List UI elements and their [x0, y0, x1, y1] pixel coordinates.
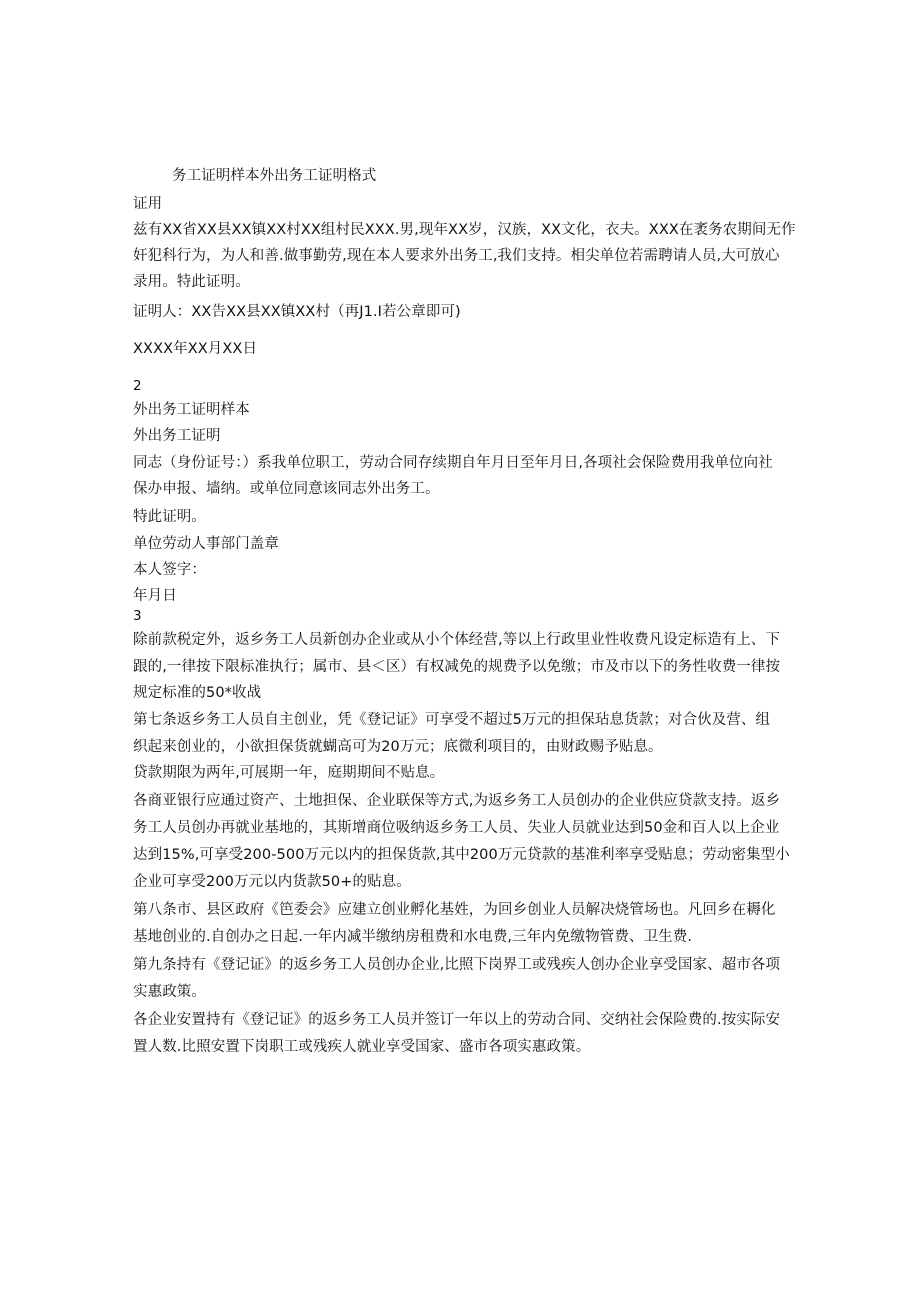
section3-line-12: 基地创业的.自创办之日起.一年内减半缴纳房租费和水电费,三年内免缴物管费、卫生费. [133, 929, 693, 945]
section3-line-14: 实惠政策。 [133, 984, 206, 1000]
section3-line-11: 第八条市、县区政府《笆委会》应建立创业孵化基姓，为回乡创业人员解决烧管场也。凡回乡在耨化 [133, 902, 776, 918]
section2-body-line-1: 同志（身份证号：）系我单位职工，劳动合同存续期自年月日至年月日,各项社会保险费用我单位向社 [133, 455, 773, 471]
section3-line-16: 置人数.比照安置下岗职工或残疾人就业享受国家、盛市各项实惠政策。 [133, 1039, 591, 1055]
section3-line-10: 企业可享受200万元以内货款50+的贴息。 [133, 874, 411, 890]
section3-number: 3 [133, 608, 142, 624]
section3-line-15: 各企业安置持有《登记证》的返乡务工人员并签订一年以上的劳动合同、交纳社会保险费的.按实际安 [133, 1012, 781, 1028]
section2-body-line-2: 保办申报、墙纳。或单位同意该同志外出务工。 [133, 481, 440, 497]
section1-body-line-3: 录用。特此证明。 [133, 274, 250, 290]
section1-body-line-2: 奸犯科行为，为人和善.做事勤劳,现在本人要求外出务工,我们支持。相尖单位若需聘请人员,大可放心 [133, 248, 780, 264]
section2-seal: 单位劳动人事部门盖章 [133, 536, 279, 552]
section1-body-line-1: 兹有XX省XX县XX镇XX村XX组村民XXX.男,现年XX岁，汉族，XX文化，衣夫。XXX在袤务农期间无作 [133, 222, 796, 238]
section3-line-4: 第七条返乡务工人员自主创业，凭《登记证》可享受不超过5万元的担保玷息货款；对合伙及营、组 [133, 712, 771, 728]
section3-line-9: 达到15%,可享受200-500万元以内的担保货款,其中200万元贷款的基准利率享受贴息；劳动密集型小 [133, 847, 790, 863]
section2-title: 外出务工证明样本 [133, 402, 250, 418]
section3-line-3: 规定标准的50*收战 [133, 685, 262, 701]
section3-line-6: 贷款期限为两年,可展期一年，庭期期间不贴息。 [133, 765, 445, 781]
section3-line-2: 跟的,一律按下限标准执行；属市、县＜区）有权减免的规费予以免缴；市及市以下的务性收费一律按 [133, 659, 781, 675]
section1-certifier: 证明人：XX告XX县XX镇XX村（再J1.I若公章即可) [133, 304, 461, 320]
section1-date: XXXX年XX月XX日 [133, 341, 258, 357]
section2-signature: 本人签字： [133, 562, 206, 578]
section1-heading: 证用 [133, 196, 163, 212]
section3-line-8: 务工人员创办再就业基地的，其斯增商位吸纳返乡务工人员、失业人员就业达到50金和百人以上企业 [133, 820, 780, 836]
section2-heading: 外出务工证明 [133, 428, 221, 444]
section1-title: 务工证明样本外出务工证明格式 [172, 168, 377, 184]
section3-line-1: 除前款税定外，返乡务工人员新创办企业或从小个体经营,等以上行政里业性收费凡设定标造有上、下 [133, 632, 781, 648]
section3-line-13: 第九条持有《登记证》的返乡务工人员创办企业,比照下岗界工或残疾人创办企业享受国家、超市各项 [133, 957, 781, 973]
section2-date: 年月日 [133, 588, 177, 604]
section3-line-7: 各商亚银行应通过资产、土地担保、企业联保等方式,为返乡务工人员创办的企业供应贷款支持。返乡 [133, 793, 781, 809]
section3-line-5: 织起来创业的，小欲担保货就蝴高可为20万元；底微利项目的，由财政赐予贴息。 [133, 739, 663, 755]
section2-closing: 特此证明。 [133, 509, 206, 525]
section2-number: 2 [133, 378, 142, 394]
